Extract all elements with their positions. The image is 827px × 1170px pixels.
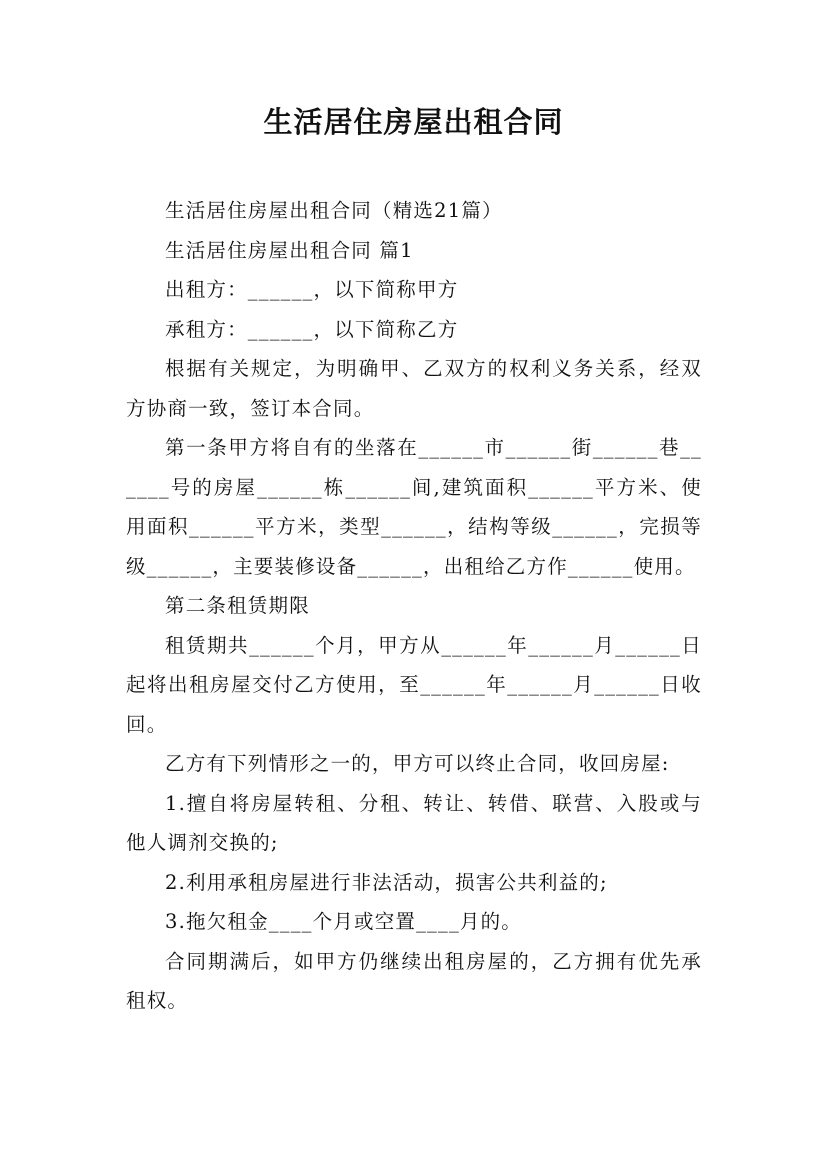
renewal-priority-paragraph: 合同期满后，如甲方仍继续出租房屋的，乙方拥有优先承租权。: [126, 949, 702, 1012]
document-title: 生活居住房屋出租合同: [263, 105, 564, 139]
section-heading: 生活居住房屋出租合同 篇1: [165, 238, 414, 262]
document-body: [126, 191, 702, 1021]
lessee-line: 承租方：______，以下简称乙方: [165, 317, 459, 341]
subtitle-paragraph: 生活居住房屋出租合同（精选21篇）: [165, 199, 503, 222]
lease-term-paragraph: 租赁期共______个月，甲方从______年______月______日起将出租房屋交付乙方使用，至______年______月______日收回。: [126, 633, 702, 736]
termination-item-3: 3.拖欠租金____个月或空置____月的。: [165, 910, 523, 933]
article-one-paragraph: 第一条甲方将自有的坐落在______市______街______巷______号的房屋______栋______间,建筑面积______平方米、使用面积______平方米，类型______，结构等级______，完损等级______，主要装修设备______，出租给乙方作______使用。: [126, 436, 702, 578]
termination-item-1: 1.擅自将房屋转租、分租、转让、转借、联营、入股或与他人调剂交换的;: [126, 791, 702, 854]
article-two-heading: 第二条租赁期限: [165, 594, 310, 617]
lessor-line: 出租方：______，以下简称甲方: [165, 278, 459, 301]
termination-intro-paragraph: 乙方有下列情形之一的，甲方可以终止合同，收回房屋:: [165, 752, 670, 775]
preamble-paragraph: 根据有关规定，为明确甲、乙双方的权利义务关系，经双方协商一致，签订本合同。: [126, 357, 702, 420]
termination-item-2: 2.利用承租房屋进行非法活动，损害公共利益的;: [165, 870, 608, 894]
